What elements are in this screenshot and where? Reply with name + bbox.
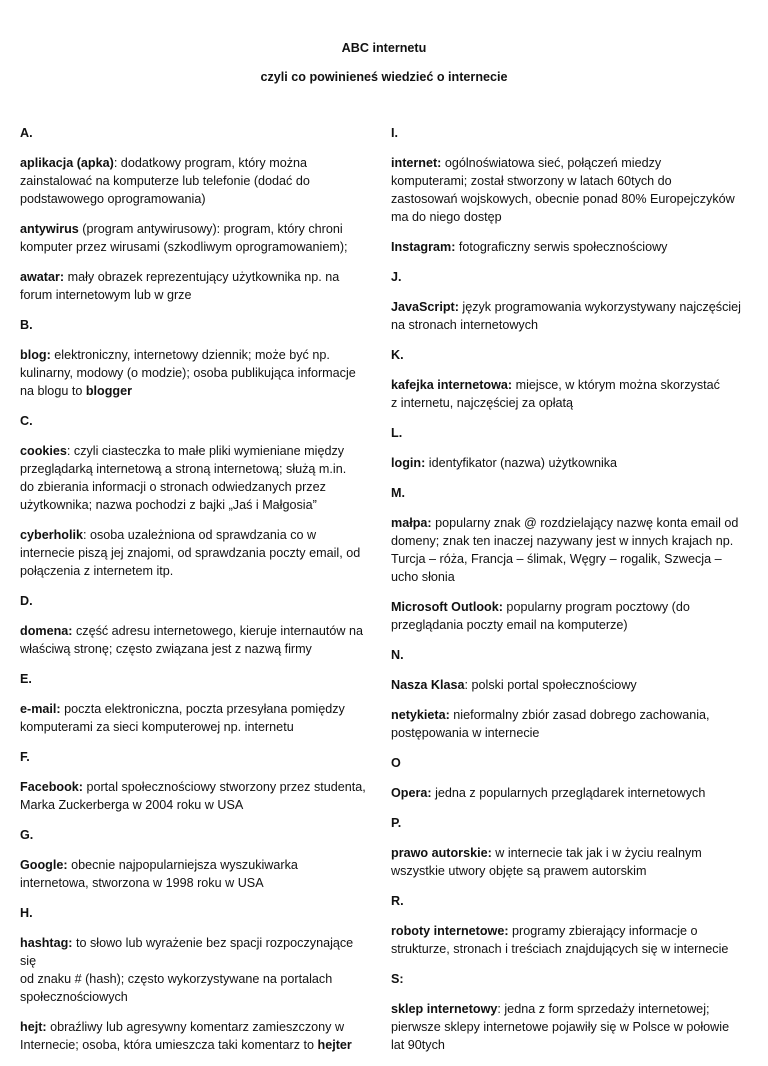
section-letter: [20, 826, 372, 844]
entry-line: login: identyfikator (nazwa) użytkownika: [391, 456, 618, 470]
entry-bold-word: hejter: [317, 1038, 352, 1052]
entry-line: prawo autorskie: w internecie tak jak i w życiu realnym: [391, 846, 702, 860]
glossary-entry: [391, 844, 753, 880]
entry-line: aplikacja (apka): dodatkowy program, który można: [20, 156, 307, 170]
section-letter-text: B.: [20, 318, 33, 332]
section-letter-text: O: [391, 756, 401, 770]
entry-line: lat 90tych: [391, 1038, 445, 1052]
entry-line: domeny; znak ten inaczej nazywany jest w innych krajach np.: [391, 534, 734, 548]
glossary-entry: [391, 154, 753, 226]
glossary-entry: [20, 220, 372, 256]
glossary-entry: [20, 526, 372, 580]
entry-line: Marka Zuckerberga w 2004 roku w USA: [20, 798, 244, 812]
entry-line: postępowania w internecie: [391, 726, 540, 740]
section-letter: [391, 646, 753, 664]
glossary-entry: [20, 268, 372, 304]
entry-line: kafejka internetowa: miejsce, w którym można skorzystać: [391, 378, 720, 392]
entry-term: roboty internetowe:: [391, 924, 509, 938]
entry-line: Facebook: portal społecznościowy stworzony przez studenta,: [20, 780, 366, 794]
entry-term: Facebook:: [20, 780, 83, 794]
entry-line: JavaScript: język programowania wykorzystywany najczęściej: [391, 300, 741, 314]
glossary-entry: [391, 238, 753, 256]
entry-line: do zbierania informacji o stronach odwiedzanych przez: [20, 480, 326, 494]
entry-line: zastosowań wojskowych, obecnie ponad 80% Europejczyków: [391, 192, 735, 206]
document-title: ABC internetu: [341, 41, 427, 55]
entry-line: blog: elektroniczny, internetowy dziennik; może być np.: [20, 348, 330, 362]
entry-line: przeglądarką internetową a stroną internetową; służą m.in.: [20, 462, 347, 476]
entry-line: z internetu, najczęściej za opłatą: [391, 396, 574, 410]
entry-line: społecznościowych: [20, 990, 128, 1004]
glossary-entry: [391, 706, 753, 742]
entry-line: sklep internetowy: jedna z form sprzedaży internetowej;: [391, 1002, 710, 1016]
entry-term: Nasza Klasa: [391, 678, 465, 692]
glossary-entry: [391, 514, 753, 586]
entry-term: JavaScript:: [391, 300, 459, 314]
section-letter: [391, 892, 753, 910]
glossary-entry: [20, 1018, 372, 1054]
section-letter: [20, 670, 372, 688]
section-letter-text: D.: [20, 594, 33, 608]
entry-term: prawo autorskie:: [391, 846, 492, 860]
section-letter-text: S:: [391, 972, 404, 986]
entry-line: cookies: czyli ciasteczka to małe pliki wymieniane między: [20, 444, 345, 458]
entry-line: awatar: mały obrazek reprezentujący użytkownika np. na: [20, 270, 340, 284]
entry-term: hashtag:: [20, 936, 73, 950]
entry-line: Turcja – róża, Francja – ślimak, Węgry – rogalik, Szwecja –: [391, 552, 722, 566]
glossary-entry: [20, 778, 372, 814]
glossary-entry: [391, 598, 753, 634]
entry-term: Instagram:: [391, 240, 456, 254]
section-letter-text: J.: [391, 270, 402, 284]
glossary-entry: [20, 622, 372, 658]
entry-line: internecie piszą jej znajomi, od sprawdzania poczty email, od: [20, 546, 361, 560]
entry-term: netykieta:: [391, 708, 450, 722]
entry-line: kulinarny, modowy (o modzie); osoba publikująca informacje: [20, 366, 356, 380]
entry-term: Google:: [20, 858, 68, 872]
glossary-entry: [391, 1000, 753, 1054]
section-letter-text: F.: [20, 750, 30, 764]
entry-line: netykieta: nieformalny zbiór zasad dobrego zachowania,: [391, 708, 710, 722]
entry-line: przeglądania poczty email na komputerze): [391, 618, 628, 632]
glossary-entry: [20, 700, 372, 736]
section-letter-text: K.: [391, 348, 404, 362]
entry-term: awatar:: [20, 270, 65, 284]
glossary-entry: [391, 784, 753, 802]
section-letter-text: N.: [391, 648, 404, 662]
entry-line: połączenia z internetem itp.: [20, 564, 174, 578]
glossary-entry: [391, 376, 753, 412]
section-letter: [20, 592, 372, 610]
entry-line: zainstalować na komputerze lub telefonie (dodać do: [20, 174, 310, 188]
section-letter-text: E.: [20, 672, 32, 686]
entry-line: podstawowego oprogramowania): [20, 192, 206, 206]
entry-line: od znaku # (hash); często wykorzystywane na portalach: [20, 972, 333, 986]
section-letter: [391, 268, 753, 286]
entry-line: e-mail: poczta elektroniczna, poczta przesyłana pomiędzy: [20, 702, 345, 716]
document-subtitle: czyli co powinieneś wiedzieć o internecie: [260, 70, 508, 84]
section-letter-text: M.: [391, 486, 405, 500]
right-column: [391, 124, 753, 1066]
section-letter: [391, 814, 753, 832]
entry-line: Google: obecnie najpopularniejsza wyszukiwarka: [20, 858, 298, 872]
entry-term: internet:: [391, 156, 442, 170]
entry-line: właściwą stronę; często związana jest z nazwą firmy: [20, 642, 312, 656]
entry-line: internet: ogólnoświatowa sieć, połączeń miedzy: [391, 156, 662, 170]
entry-term: sklep internetowy: [391, 1002, 498, 1016]
entry-line: internetowa, stworzona w 1998 roku w USA: [20, 876, 264, 890]
entry-line: ucho słonia: [391, 570, 455, 584]
glossary-entry: [391, 298, 753, 334]
section-letter: [391, 484, 753, 502]
glossary-entry: [391, 922, 753, 958]
left-column: [20, 124, 372, 1066]
section-letter: [391, 346, 753, 364]
entry-term: cyberholik: [20, 528, 83, 542]
entry-line: na blogu to blogger: [20, 384, 133, 398]
entry-bold-word: blogger: [85, 384, 133, 398]
section-letter: [20, 904, 372, 922]
entry-line: Microsoft Outlook: popularny program pocztowy (do: [391, 600, 690, 614]
entry-line: małpa: popularny znak @ rozdzielający nazwę konta email od: [391, 516, 739, 530]
entry-line: Nasza Klasa: polski portal społecznościowy: [391, 678, 637, 692]
entry-term: domena:: [20, 624, 73, 638]
entry-term: kafejka internetowa:: [391, 378, 513, 392]
section-letter-text: A.: [20, 126, 33, 140]
section-letter-text: H.: [20, 906, 33, 920]
entry-term: Opera:: [391, 786, 432, 800]
entry-term: blog:: [20, 348, 51, 362]
glossary-entry: [20, 154, 372, 208]
section-letter-text: C.: [20, 414, 33, 428]
entry-line: roboty internetowe: programy zbierający informacje o: [391, 924, 698, 938]
entry-line: komputerami za sieci komputerowej np. internetu: [20, 720, 294, 734]
glossary-entry: [20, 346, 372, 400]
entry-term: małpa:: [391, 516, 432, 530]
entry-line: antywirus (program antywirusowy): program, który chroni: [20, 222, 343, 236]
entry-term: cookies: [20, 444, 67, 458]
glossary-entry: [20, 856, 372, 892]
entry-line: Opera: jedna z popularnych przeglądarek internetowych: [391, 786, 706, 800]
entry-term: antywirus: [20, 222, 79, 236]
section-letter: [391, 424, 753, 442]
section-letter: [20, 316, 372, 334]
glossary-entry: [391, 676, 753, 694]
entry-term: aplikacja (apka): [20, 156, 114, 170]
entry-line: hashtag: to słowo lub wyrażenie bez spacji rozpoczynające się: [20, 936, 354, 968]
entry-term: login:: [391, 456, 426, 470]
section-letter-text: P.: [391, 816, 402, 830]
section-letter: [20, 748, 372, 766]
entry-line: pierwsze sklepy internetowe pojawiły się w Polsce w połowie: [391, 1020, 730, 1034]
entry-line: ma do niego dostęp: [391, 210, 502, 224]
entry-line: komputer przez wirusami (szkodliwym oprogramowaniem);: [20, 240, 348, 254]
glossary-entry: [391, 454, 753, 472]
entry-line: strukturze, stronach i treściach znajdujących się w internecie: [391, 942, 729, 956]
glossary-entry: [20, 934, 372, 1006]
entry-line: hejt: obraźliwy lub agresywny komentarz zamieszczony w: [20, 1020, 345, 1034]
entry-line: użytkownika; nazwa pochodzi z bajki „Jaś i Małgosia”: [20, 498, 317, 512]
entry-line: na stronach internetowych: [391, 318, 539, 332]
section-letter-text: R.: [391, 894, 404, 908]
entry-term: hejt:: [20, 1020, 47, 1034]
glossary-entry: [20, 442, 372, 514]
section-letter: [20, 412, 372, 430]
section-letter-text: I.: [391, 126, 398, 140]
entry-line: wszystkie utwory objęte są prawem autorskim: [391, 864, 647, 878]
section-letter-text: L.: [391, 426, 403, 440]
section-letter: [391, 970, 753, 988]
entry-line: domena: część adresu internetowego, kieruje internautów na: [20, 624, 364, 638]
entry-line: Instagram: fotograficzny serwis społecznościowy: [391, 240, 668, 254]
entry-line: Internecie; osoba, która umieszcza taki komentarz to hejter: [20, 1038, 352, 1052]
entry-line: cyberholik: osoba uzależniona od sprawdzania co w: [20, 528, 317, 542]
section-letter: [391, 754, 753, 772]
entry-term: Microsoft Outlook:: [391, 600, 503, 614]
section-letter: [391, 124, 753, 142]
entry-line: komputerami; został stworzony w latach 60tych do: [391, 174, 672, 188]
entry-line: forum internetowym lub w grze: [20, 288, 192, 302]
entry-term: e-mail:: [20, 702, 61, 716]
section-letter: [20, 124, 372, 142]
section-letter-text: G.: [20, 828, 34, 842]
